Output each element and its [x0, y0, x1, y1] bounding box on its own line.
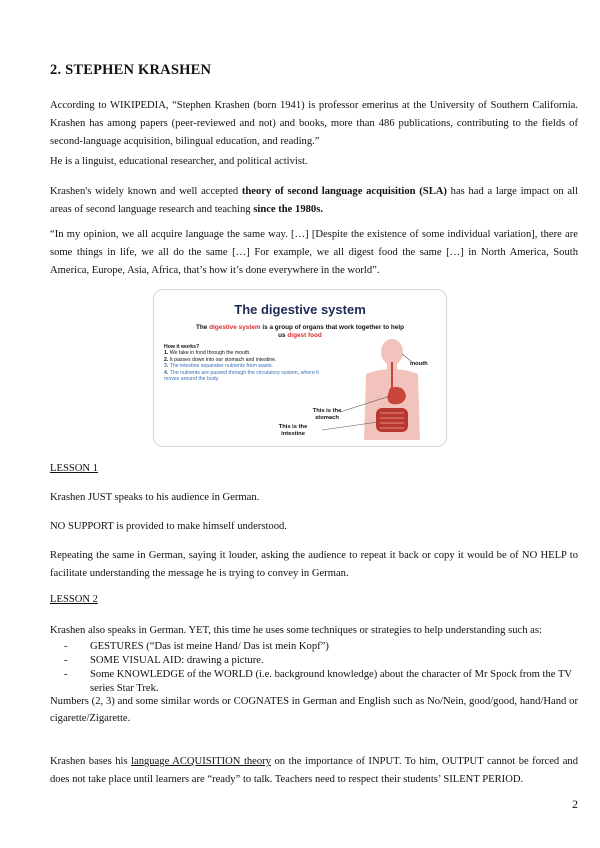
- label-intestine: This is the intestine: [278, 424, 308, 437]
- label-stomach: This is the stomach: [312, 408, 342, 421]
- closing-paragraph: Krashen bases his language ACQUISITION theory on the importance of INPUT. To him, OUTPUT cannot be forced and does not take place until learners are “ready” to talk. Teachers need to respect their students’ SILENT PERIOD.: [50, 756, 578, 785]
- list-item: - Some KNOWLEDGE of the WORLD (i.e. background knowledge) about the character of Mr Spock from the TV series Star Trek.: [64, 669, 572, 694]
- figure-step: 2. It passes down into our stomach and intestine.: [164, 356, 277, 363]
- wikipedia-quote-paragraph: According to WIKIPEDIA, “Stephen Krashen (born 1941) is professor emeritus at the University of Southern California. Krashen has among papers (peer-reviewed and not) and books, more than 486 publications, contributing to the fields of second-language acquisition, bilingual education, and reading.”: [50, 100, 578, 147]
- lesson-1-paragraph-1: Krashen JUST speaks to his audience in German.: [50, 492, 260, 503]
- digestive-system-figure: [153, 289, 447, 447]
- lesson-1-paragraph-2: NO SUPPORT is provided to make himself understood.: [50, 521, 287, 532]
- lesson-2-intro: Krashen also speaks in German. YET, this time he uses some techniques or strategies to help understanding such as:: [50, 625, 542, 636]
- human-torso-illustration: [154, 290, 446, 446]
- intestine-shape: [376, 408, 408, 432]
- page-number: 2: [572, 797, 578, 811]
- sla-theory-bold: theory of second language acquisition (SLA): [241, 186, 447, 197]
- cognates-paragraph: Numbers (2, 3) and some similar words or COGNATES in German and English such as No/Nein, good/good, hand/Hand or cigarette/Zigarette.: [50, 696, 578, 724]
- figure-step: 3. The intestine separates nutrients from waste.: [164, 363, 274, 370]
- since-1980s-bold: since the 1980s.: [253, 204, 323, 215]
- label-mouth: mouth: [410, 361, 428, 367]
- acquisition-theory-link-text: language ACQUISITION theory: [131, 756, 272, 767]
- techniques-list: [50, 640, 578, 696]
- sla-text-c: has had a large impact on all areas of second language research and teaching: [50, 186, 578, 215]
- lesson-1-paragraph-3: Repeating the same in German, saying it louder, asking the audience to repeat it back or copy it would be of NO HELP to facilitate understanding the message he is trying to convey in German.: [50, 550, 578, 579]
- list-item: - GESTURES (“Das ist meine Hand/ Das ist mein Kopf”): [64, 641, 329, 652]
- figure-title: The digestive system: [234, 302, 366, 317]
- lesson-2-title: LESSON 2: [50, 594, 98, 605]
- activist-paragraph: He is a linguist, educational researcher, and political activist.: [50, 156, 308, 167]
- figure-how-label: How it works?: [164, 344, 200, 350]
- krashen-opinion-quote: “In my opinion, we all acquire language the same way. […] [Despite the existence of some individual variation], there are some things in life, we all do the same […] For example, we all digest food the same […] in North America, South America, Europe, Asia, Africa, that’s how it’s done everywhere in the world”.: [50, 229, 578, 276]
- section-heading: 2. STEPHEN KRASHEN: [50, 62, 212, 78]
- figure-subtitle: The digestive system is a group of organs that work together to help us digest food: [195, 324, 405, 339]
- sla-theory-paragraph: [50, 183, 578, 219]
- figure-step: 1. We take in food through the mouth.: [164, 350, 251, 357]
- lesson-1-title: LESSON 1: [50, 463, 98, 474]
- list-item: - SOME VISUAL AID: drawing a picture.: [64, 655, 264, 666]
- sla-text-a: Krashen's widely known and well accepted: [50, 186, 242, 197]
- figure-step: 4. The nutrients are passed through the circulatory system, where it moves around the body.: [164, 369, 319, 383]
